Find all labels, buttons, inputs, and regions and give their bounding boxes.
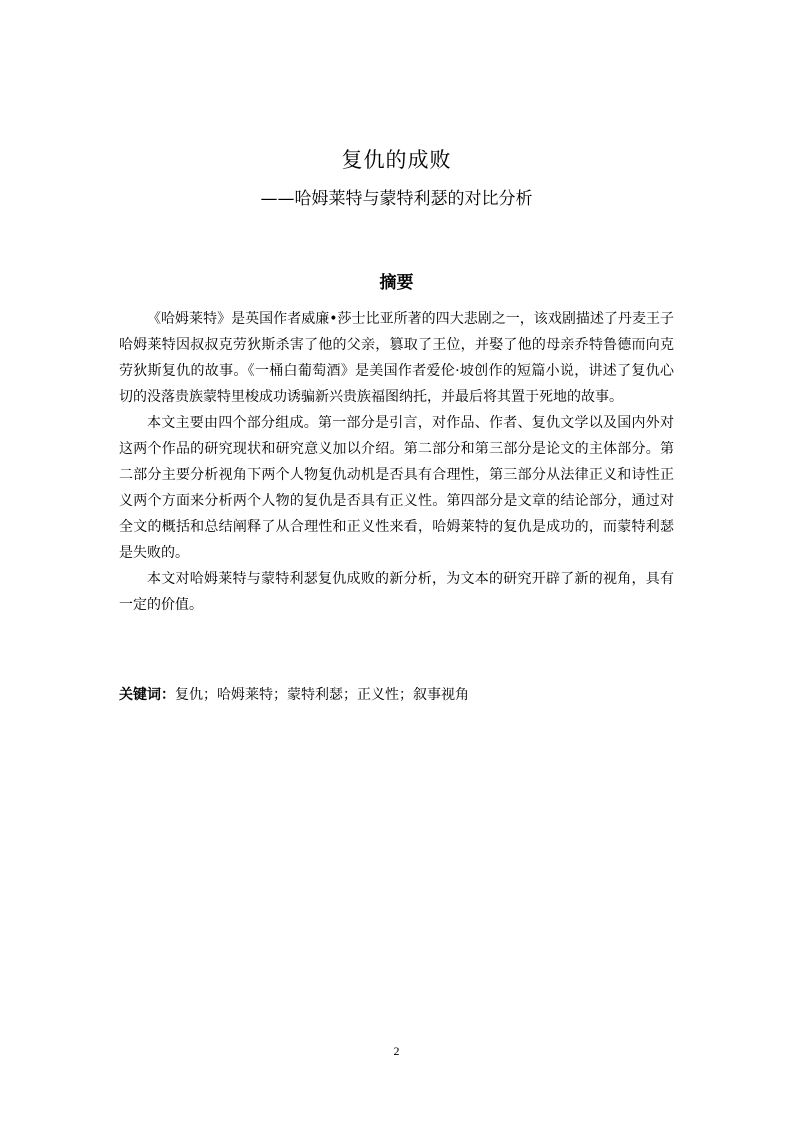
document-title: 复仇的成败: [341, 148, 452, 172]
abstract-paragraph-3: 本文对哈姆莱特与蒙特利瑟复仇成败的新分析，为文本的研究开辟了新的视角，具有一定的价值。: [119, 571, 674, 613]
page-number: 2: [393, 1044, 400, 1058]
abstract-body: [119, 306, 674, 618]
document-subtitle: ——哈姆莱特与蒙特利瑟的对比分析: [260, 189, 533, 209]
keywords-text: 复仇；哈姆莱特；蒙特利瑟；正义性；叙事视角: [175, 687, 469, 703]
abstract-paragraph-2: 本文主要由四个部分组成。第一部分是引言，对作品、作者、复仇文学以及国内外对这两个作品的研究现状和研究意义加以介绍。第二部分和第三部分是论文的主体部分。第二部分主要分析视角下两个人物复仇动机是否具有合理性，第三部分从法律正义和诗性正义两个方面来分析两个人物的复仇是否具有正义性。第四部分是文章的结论部分，通过对全文的概括和总结阐释了从合理性和正义性来看，哈姆莱特的复仇是成功的，而蒙特利瑟是失败的。: [119, 415, 674, 561]
keywords-label: 关键词：: [119, 687, 175, 703]
keywords-line: [119, 682, 674, 708]
abstract-paragraph-1: 《哈姆莱特》是英国作者威廉•莎士比亚所著的四大悲剧之一，该戏剧描述了丹麦王子哈姆莱特因叔叔克劳狄斯杀害了他的父亲，篡取了王位，并娶了他的母亲乔特鲁德而向克劳狄斯复仇的故事。《一桶白葡萄酒》是美国作者爱伦·坡创作的短篇小说，讲述了复仇心切的没落贵族蒙特里梭成功诱骗新兴贵族福图纳托，并最后将其置于死地的故事。: [119, 311, 674, 405]
abstract-heading: 摘要: [379, 273, 414, 293]
